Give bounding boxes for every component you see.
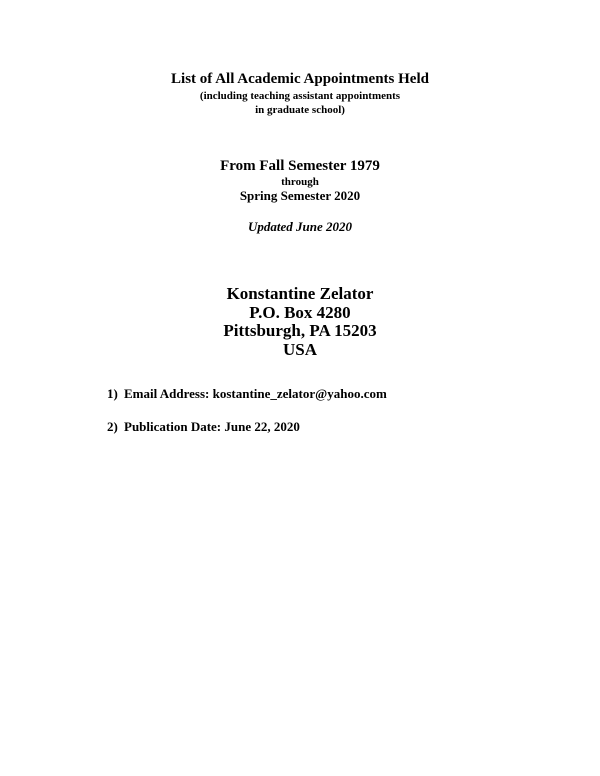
- document-subtitle-line2: in graduate school): [255, 104, 345, 116]
- author-country: USA: [282, 340, 317, 359]
- list-item-publication-date: [107, 419, 300, 435]
- list-item-number: 1): [107, 386, 118, 401]
- list-item-text: Email Address: kostantine_zelator@yahoo.com: [124, 386, 387, 401]
- list-item-email: [107, 386, 387, 402]
- list-item-number: 2): [107, 419, 118, 434]
- author-name: Konstantine Zelator: [226, 284, 374, 303]
- period-through: through: [281, 176, 319, 188]
- period-to: Spring Semester 2020: [239, 188, 361, 203]
- updated-date: Updated June 2020: [248, 219, 352, 234]
- author-city: Pittsburgh, PA 15203: [223, 321, 377, 340]
- list-item-text: Publication Date: June 22, 2020: [124, 419, 300, 434]
- document-title: List of All Academic Appointments Held: [171, 71, 429, 87]
- author-po-box: P.O. Box 4280: [249, 303, 351, 322]
- document-subtitle-line1: (including teaching assistant appointments: [199, 90, 401, 102]
- period-from: From Fall Semester 1979: [220, 158, 380, 174]
